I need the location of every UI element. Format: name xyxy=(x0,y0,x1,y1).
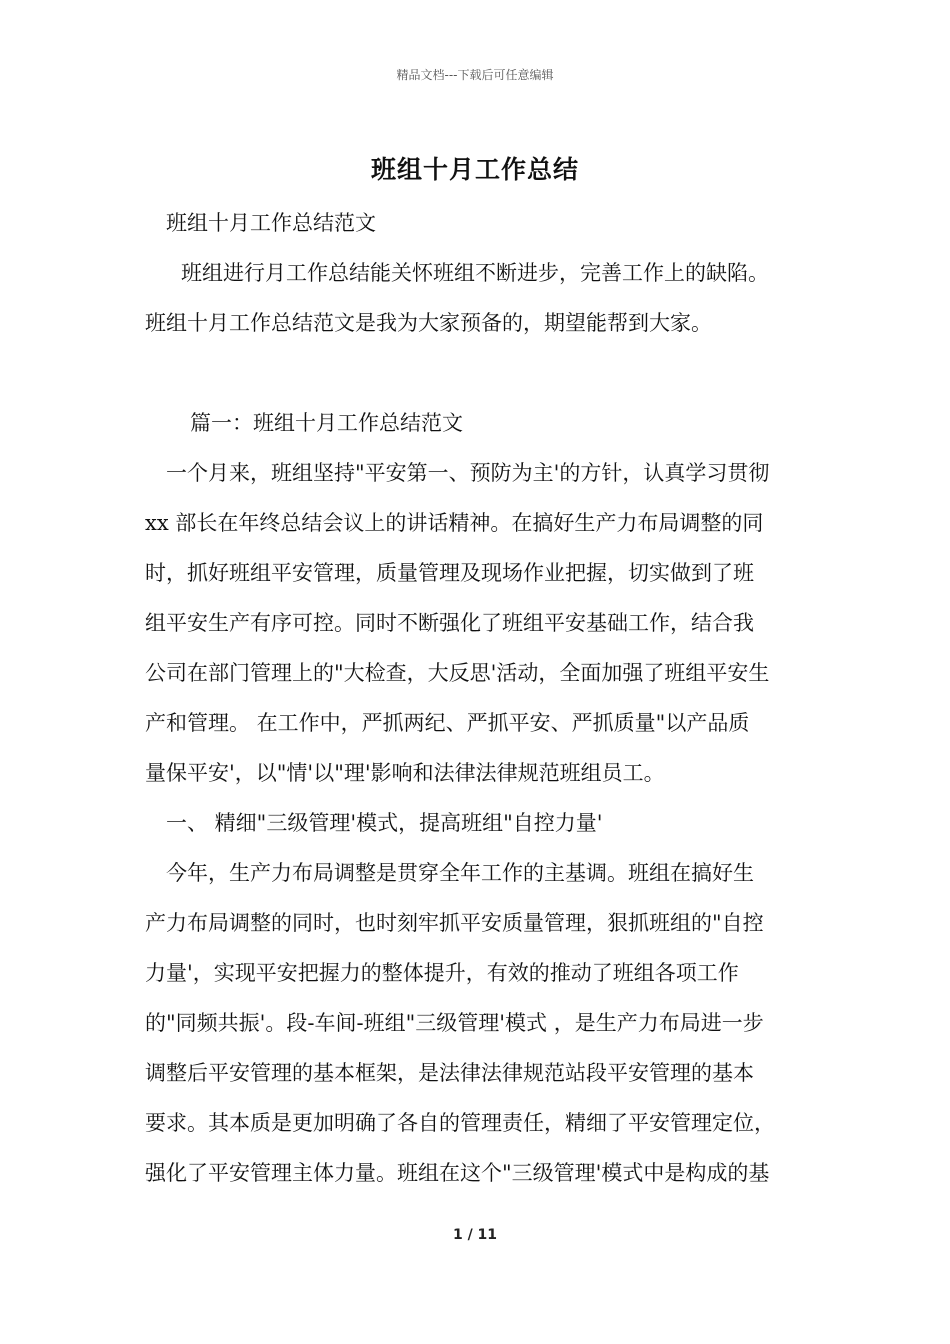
paragraph-line: 调整后平安管理的基本框架，是法律法律规范站段平安管理的基本 xyxy=(145,1061,754,1085)
paragraph-line: 产力布局调整的同时，也时刻牢抓平安质量管理，狠抓班组的"自控 xyxy=(145,911,764,935)
paragraph-line: 力量'，实现平安把握力的整体提升，有效的推动了班组各项工作 xyxy=(145,961,739,985)
paragraph-line: xx 部长在年终总结会议上的讲话精神。在搞好生产力布局调整的同 xyxy=(145,511,764,535)
paragraph-line: 的"同频共振'。段-车间-班组"三级管理'模式 ，是生产力布局进一步 xyxy=(145,1011,764,1035)
intro-paragraph xyxy=(145,248,835,348)
page-number: 1 / 11 xyxy=(452,1227,498,1243)
heading-1: 一、 精细"三级管理'模式，提高班组"自控力量' xyxy=(166,811,603,835)
paragraph-line: 量保平安'，以"情'以"理'影响和法律法律规范班组员工。 xyxy=(145,761,665,785)
paragraph-line: 一个月来，班组坚持"平安第一、预防为主'的方针，认真学习贯彻 xyxy=(166,461,770,485)
paragraph-line: 强化了平安管理主体力量。班组在这个"三级管理'模式中是构成的基 xyxy=(145,1161,770,1185)
section-title: 篇一：班组十月工作总结范文 xyxy=(190,411,463,435)
paragraph-line: 要求。其本质是更加明确了各自的管理责任，精细了平安管理定位， xyxy=(145,1111,775,1135)
paragraph-line: 组平安生产有序可控。同时不断强化了班组平安基础工作，结合我 xyxy=(145,611,754,635)
paragraph-line: 今年，生产力布局调整是贯穿全年工作的主基调。班组在搞好生 xyxy=(166,861,754,885)
subtitle: 班组十月工作总结范文 xyxy=(166,211,376,235)
paragraph-1 xyxy=(145,448,835,798)
paragraph-2 xyxy=(145,848,835,1198)
section-title-block xyxy=(145,398,835,448)
subtitle-block xyxy=(145,198,835,248)
intro-line: 班组进行月工作总结能关怀班组不断进步，完善工作上的缺陷。 xyxy=(181,261,769,285)
paragraph-line: 公司在部门管理上的"大检查，大反思'活动，全面加强了班组平安生 xyxy=(145,661,770,685)
header-note: 精品文档---下载后可任意编辑 xyxy=(396,68,554,82)
intro-line: 班组十月工作总结范文是我为大家预备的，期望能帮到大家。 xyxy=(145,311,712,335)
document-title: 班组十月工作总结 xyxy=(370,155,579,184)
heading-1-block xyxy=(145,798,835,848)
paragraph-line: 产和管理。 在工作中，严抓两纪、严抓平安、严抓质量"以产品质 xyxy=(145,711,750,735)
paragraph-line: 时，抓好班组平安管理，质量管理及现场作业把握，切实做到了班 xyxy=(145,561,754,585)
